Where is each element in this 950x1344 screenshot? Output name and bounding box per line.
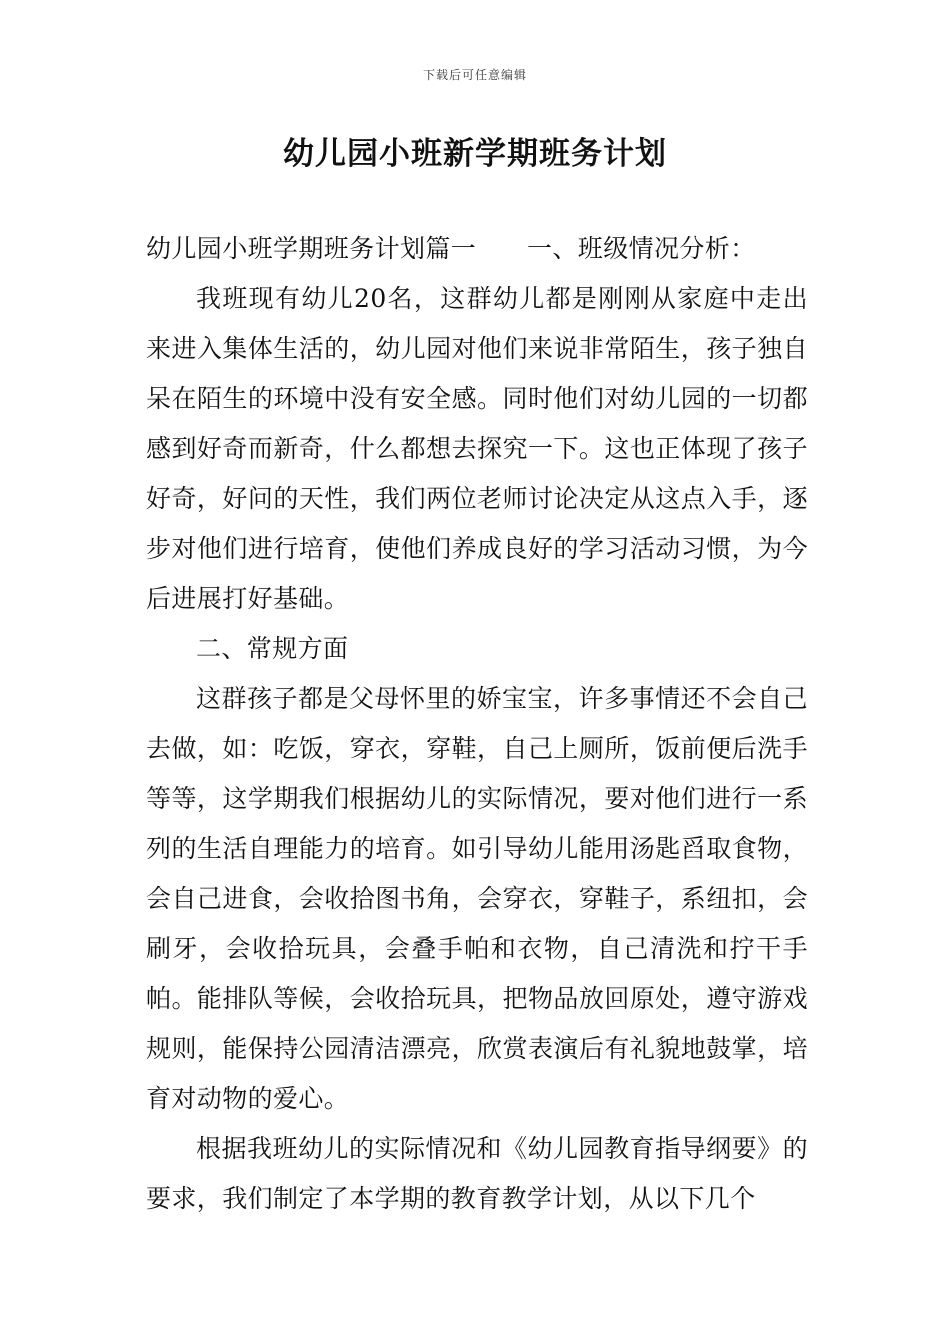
document-body (146, 224, 808, 1224)
paragraph-teaching-plan: 根据我班幼儿的实际情况和《幼儿园教育指导纲要》的要求，我们制定了本学期的教育教学计划，从以下几个 (146, 1134, 808, 1213)
header-note: 下载后可任意编辑 (422, 68, 527, 82)
paragraph-routine-heading: 二、常规方面 (196, 634, 349, 663)
paragraph-section-heading: 幼儿园小班学期班务计划篇一 一、班级情况分析： (146, 234, 756, 263)
paragraph-routine-details: 这群孩子都是父母怀里的娇宝宝，许多事情还不会自己去做，如：吃饭，穿衣，穿鞋，自己上厕所，饭前便后洗手等等，这学期我们根据幼儿的实际情况，要对他们进行一系列的生活自理能力的培育。如引导幼儿能用汤匙舀取食物，会自己进食，会收拾图书角，会穿衣，穿鞋子，系纽扣，会刷牙，会收拾玩具，会叠手帕和衣物，自己清洗和拧干手帕。能排队等候，会收拾玩具，把物品放回原处，遵守游戏规则，能保持公园清洁漂亮，欣赏表演后有礼貌地鼓掌，培育对动物的爱心。 (146, 684, 808, 1113)
paragraph-class-analysis: 我班现有幼儿20名，这群幼儿都是刚刚从家庭中走出来进入集体生活的，幼儿园对他们来说非常陌生，孩子独自呆在陌生的环境中没有安全感。同时他们对幼儿园的一切都感到好奇而新奇，什么都想去探究一下。这也正体现了孩子好奇，好问的天性，我们两位老师讨论决定从这点入手，逐步对他们进行培育，使他们养成良好的学习活动习惯，为今后进展打好基础。 (146, 284, 808, 613)
document-title: 幼儿园小班新学期班务计划 (283, 136, 667, 172)
